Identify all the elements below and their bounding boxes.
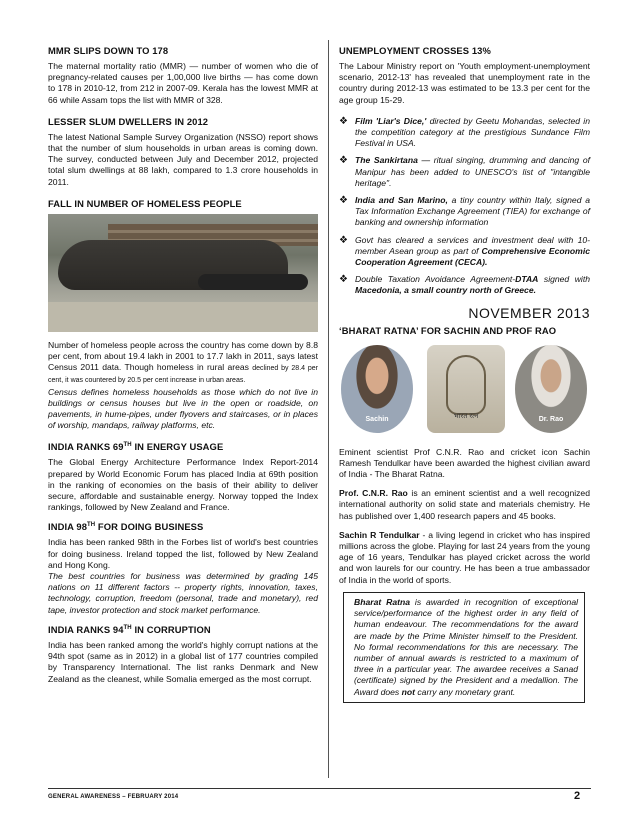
sachin-photo	[341, 345, 413, 433]
mmr-heading: MMR SLIPS DOWN TO 178	[48, 45, 169, 56]
business-heading: INDIA 98TH FOR DOING BUSINESS	[48, 521, 204, 533]
rao-photo	[515, 345, 587, 433]
right-column	[339, 45, 590, 703]
bharat-ratna-box-text: Bharat Ratna is awarded in recognition of exceptional service/performance of the highest order in any field of human endeavour. The recommendations for the award are made by the Prime Minister himself to the President. No formal recommendations for this are necessary. The number of annual awards is restricted to a maximum of three in a particular year. The awardee receives a Sanad (certificate) signed by the President and a medallion. The Award does not carry any monetary grant.	[354, 596, 579, 697]
sachin-caption: Sachin	[365, 415, 389, 423]
footer-title: GENERAL AWARENESS – FEBRUARY 2014	[48, 794, 179, 800]
homeless-body-small: declined by 28.4 per cent, it was countered by 20.5 per cent increase in urban areas.	[48, 365, 318, 385]
footer-rule	[48, 788, 591, 789]
energy-heading: INDIA RANKS 69TH IN ENERGY USAGE	[48, 441, 224, 453]
corruption-heading: INDIA RANKS 94TH IN CORRUPTION	[48, 623, 211, 635]
rao-paragraph: Prof. C.N.R. Rao is an eminent scientist and a well recognized international authority on solid state and materials chemistry. He has published over 1,400 research papers and 45 books.	[339, 488, 590, 521]
diamond-bullet-icon: ❖	[339, 195, 348, 207]
medal-photo	[427, 345, 505, 433]
business-body: India has been ranked 98th in the Forbes list of world's best countries for doing business. Ireland topped the list, followed by New Zealand and Hong Kong.	[48, 537, 318, 570]
homeless-body-main: Number of homeless people across the country has come down by 8.8 per cent, from about 19.4 lakh in 2001 to 17.7 lakh in 2011, says latest Census 2011 data. Though homeless in rural areas	[48, 339, 318, 373]
diamond-bullet-icon: ❖	[339, 155, 348, 167]
sachin-paragraph: Sachin R Tendulkar - a living legend in cricket who has inspired millions across the globe. Playing for last 24 years from the young age of 16 years, Tendulkar has played cricket across the world and won laurels for our country. He has been a true ambassador of India in the world of sports.	[339, 529, 590, 585]
diamond-bullet-icon: ❖	[339, 234, 348, 246]
homeless-heading: FALL IN NUMBER OF HOMELESS PEOPLE	[48, 197, 242, 209]
business-criteria: The best countries for business was determined by grading 145 nations on 11 different factors -- property rights, innovation, taxes, technology, corruption, freedom (personal, trade and monetary), red tape, investor protection and stock market performance.	[48, 571, 318, 615]
rao-caption: Dr. Rao	[538, 415, 564, 423]
bullet-item: ❖ Govt has cleared a services and investment deal with 10-member Asean group as part of Comprehensive Economic Cooperation Agreement (CECA).	[339, 234, 590, 268]
diamond-bullet-icon: ❖	[339, 115, 348, 127]
slum-heading: LESSER SLUM DWELLERS IN 2012	[48, 115, 209, 127]
homeless-photo	[48, 214, 318, 332]
medal-caption: भारत रत्न	[453, 412, 479, 420]
census-definition: Census defines homeless households as those which do not live in buildings or census houses but live in the open or roadside, on pavements, in hume-pipes, under flyovers and staircases, or in places of worship, mandaps, railway platforms, etc.	[48, 386, 318, 431]
slum-body: The latest National Sample Survey Organization (NSSO) report shows that the number of slum households in urban areas is coming down. The survey, conducted between July and December 2012, projected total slum dwellings at 88 lakh, compared to 1.3 crore households in 2011.	[48, 131, 318, 187]
bullet-item: ❖ Film 'Liar's Dice,' directed by Geetu Mohandas, selected in the competition category at the prestigious Sundance Film Festival in USA.	[339, 115, 590, 149]
unemployment-body: The Labour Ministry report on 'Youth employment-unemployment scenario, 2012-13' has revealed that unemployment rate in the country during 2012-13 was estimated to be 13.3 per cent for the age group 15-29.	[339, 61, 590, 105]
bharat-ratna-photos	[339, 345, 590, 439]
column-divider	[328, 40, 329, 778]
bharat-ratna-box	[343, 592, 585, 703]
bullet-item: ❖ India and San Marino, a tiny country within Italy, signed a Tax Information Exchange Agreement (TIEA) for exchange of banking and ownership information	[339, 195, 591, 228]
homeless-body	[48, 340, 318, 387]
corruption-body: India has been ranked among the world's highly corrupt nations at the 94th spot (same as in 2012) in a global list of 177 countries compiled by Transparency International. The list ranks Denmark and New Zealand as the cleanest, while Somalia emerged as the most corrupt.	[48, 639, 318, 684]
diamond-bullet-icon: ❖	[339, 274, 348, 286]
bullet-item: ❖ Double Taxation Avoidance Agreement-DTAA signed with Macedonia, a small country north of Greece.	[339, 274, 590, 296]
page-number: 2	[574, 790, 581, 802]
energy-body: The Global Energy Architecture Performance Index Report-2014 prepared by World Economic Forum has placed India at 69th position in the ranking of economies on the basis of their ability to deliver secure, affordable and sustainable energy. Norway topped the Index rankings, followed by New Zealand and France.	[48, 457, 318, 513]
medal-shape	[446, 355, 486, 415]
unemployment-heading: UNEMPLOYMENT CROSSES 13%	[339, 45, 491, 56]
bullet-item: ❖ The Sankirtana — ritual singing, drumming and dancing of Manipur has been added to UNESCO's list of "intangible heritage".	[339, 155, 591, 188]
bharat-ratna-intro: Eminent scientist Prof C.N.R. Rao and cricket icon Sachin Ramesh Tendulkar have been awarded the highest civilian award of India - The Bharat Ratna.	[339, 446, 590, 480]
month-title: NOVEMBER 2013	[468, 304, 590, 321]
ground-shape	[48, 302, 318, 332]
mmr-body: The maternal mortality ratio (MMR) — number of women who die of pregnancy-related causes per 1,00,000 live births — has come down to 178 in 2010-12, from 212 in 2007-09. Kerala has the lowest MMR at 66 while Assam tops the list with MMR of 328.	[48, 61, 318, 105]
sleeping-person-leg-shape	[198, 274, 308, 290]
bharat-ratna-heading: ‘BHARAT RATNA’ FOR SACHIN AND PROF RAO	[339, 324, 557, 336]
left-column	[48, 45, 318, 685]
